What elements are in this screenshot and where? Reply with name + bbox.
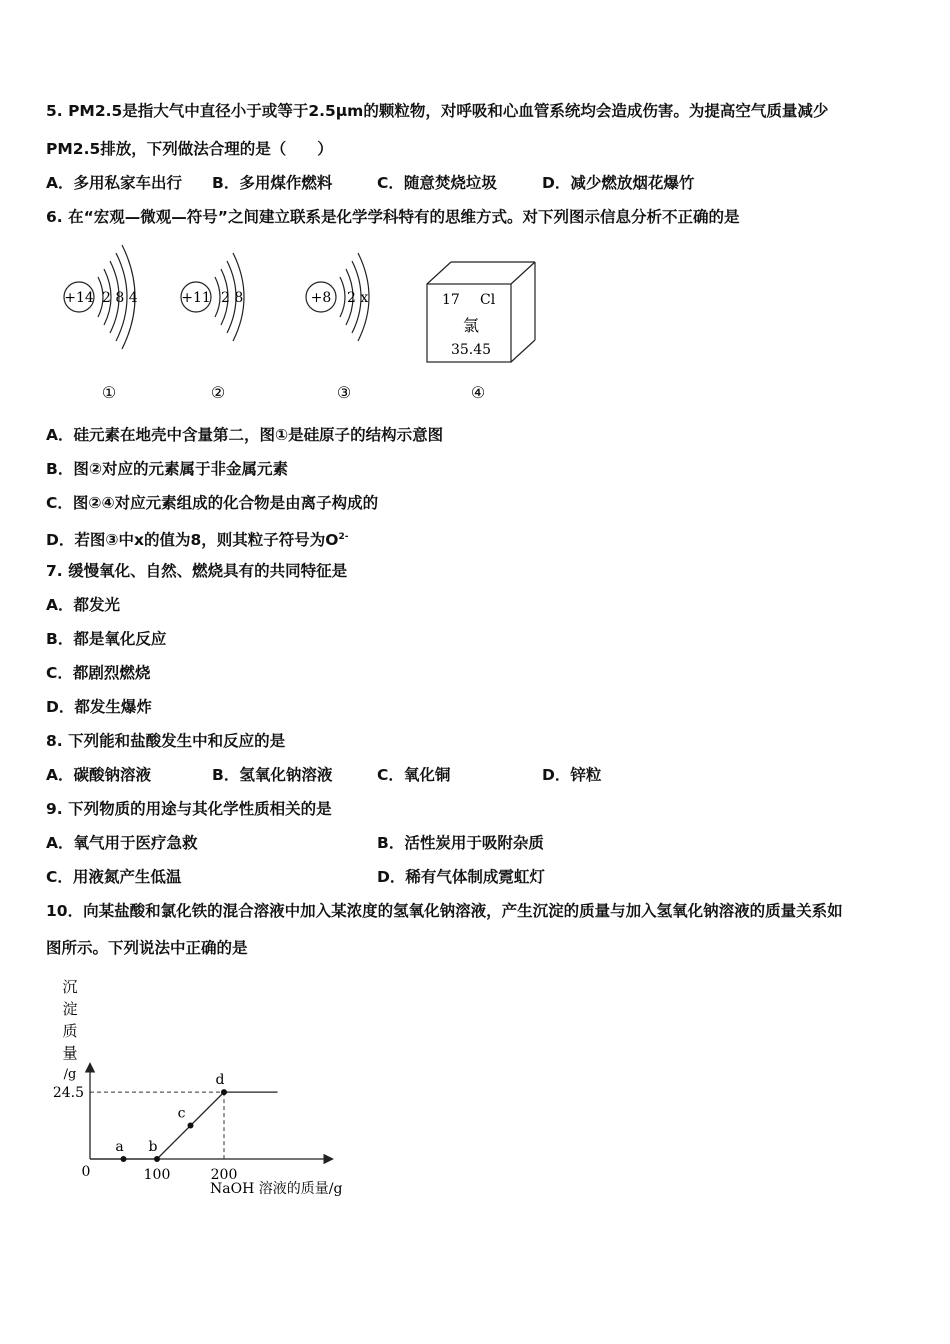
atom1-nucleus: +14: [64, 290, 94, 306]
atom3-shells: 2 x: [347, 290, 369, 306]
x-axis-label: NaOH 溶液的质量/g: [210, 1181, 343, 1197]
y-label-char: 沉: [62, 978, 78, 996]
q6-option-a[interactable]: A．硅元素在地壳中含量第二，图①是硅原子的结构示意图: [46, 426, 444, 444]
q6-option-d-text: D．若图③中x的值为8，则其粒子符号为O: [46, 531, 339, 550]
y-label-char: 质: [62, 1022, 78, 1040]
y-label-char: 量: [62, 1044, 78, 1062]
x-tick-label: 200: [210, 1167, 238, 1183]
q10-stem-line2: 图所示。下列说法中正确的是: [46, 939, 248, 957]
q5-option-a[interactable]: A．多用私家车出行: [46, 174, 182, 192]
x-tick-label: 100: [143, 1167, 171, 1183]
y-label-char: /g: [63, 1067, 77, 1082]
data-point-label-b: b: [148, 1139, 158, 1155]
atom1-shells: 2 8 4: [102, 290, 138, 306]
data-point-c: [188, 1123, 194, 1129]
origin-label: 0: [81, 1164, 91, 1180]
data-point-label-a: a: [115, 1139, 124, 1155]
q6-option-d[interactable]: [46, 527, 348, 550]
q9-option-c[interactable]: C．用液氮产生低温: [46, 868, 182, 886]
q5-stem-line1: 5. PM2.5是指大气中直径小于或等于2.5μm的颗粒物，对呼吸和心血管系统均会造成伤害。为提高空气质量减少: [46, 102, 829, 120]
q6-option-b[interactable]: B．图②对应的元素属于非金属元素: [46, 460, 288, 478]
atom2-nucleus: +11: [181, 290, 211, 306]
q10-stem-line1: 10．向某盐酸和氯化铁的混合溶液中加入某浓度的氢氧化钠溶液，产生沉淀的质量与加入氢氧化钠溶液的质量关系如: [46, 902, 843, 920]
q8-option-a[interactable]: A．碳酸钠溶液: [46, 766, 151, 784]
q7-option-c[interactable]: C．都剧烈燃烧: [46, 664, 151, 682]
atom2-shells: 2 8: [221, 290, 244, 306]
y-tick-label: 24.5: [52, 1085, 84, 1102]
element-name: 氯: [462, 316, 480, 335]
q7-option-d[interactable]: D．都发生爆炸: [46, 698, 152, 716]
q5-stem-line2: PM2.5排放，下列做法合理的是（ ）: [46, 140, 333, 158]
q8-option-b[interactable]: B．氢氧化钠溶液: [212, 766, 333, 784]
atom1-label: ①: [101, 383, 117, 402]
element-number: 17: [442, 292, 460, 308]
q9-stem: 9. 下列物质的用途与其化学性质相关的是: [46, 800, 332, 818]
data-point-a: [121, 1156, 127, 1162]
q6-stem: 6. 在“宏观—微观—符号”之间建立联系是化学学科特有的思维方式。对下列图示信息分析不正确的是: [46, 208, 740, 226]
y-label-char: 淀: [62, 1000, 78, 1018]
element-label: ④: [470, 383, 486, 402]
data-point-b: [154, 1156, 160, 1162]
q6-option-d-charge: 2-: [338, 532, 349, 542]
atom3-label: ③: [336, 383, 352, 402]
atom2-label: ②: [210, 383, 226, 402]
q9-option-a[interactable]: A．氧气用于医疗急救: [46, 834, 198, 852]
q6-figure: [50, 240, 570, 410]
y-axis-label: [62, 978, 77, 1082]
q5-option-d[interactable]: D．减少燃放烟花爆竹: [542, 174, 695, 192]
data-point-label-d: d: [215, 1072, 225, 1089]
q7-stem: 7. 缓慢氧化、自然、燃烧具有的共同特征是: [46, 562, 348, 580]
q7-option-a[interactable]: A．都发光: [46, 596, 120, 614]
q8-option-c[interactable]: C．氧化铜: [377, 766, 451, 784]
q9-option-b[interactable]: B．活性炭用于吸附杂质: [377, 834, 544, 852]
element-mass: 35.45: [450, 342, 492, 358]
q8-stem: 8. 下列能和盐酸发生中和反应的是: [46, 732, 286, 750]
q5-option-c[interactable]: C．随意焚烧垃圾: [377, 174, 497, 192]
data-point-label-c: c: [177, 1105, 186, 1122]
data-point-d: [221, 1089, 227, 1095]
q8-option-d[interactable]: D．锌粒: [542, 766, 602, 784]
q9-option-d[interactable]: D．稀有气体制成霓虹灯: [377, 868, 545, 886]
precipitate-mass-chart: [40, 972, 380, 1204]
q7-option-b[interactable]: B．都是氧化反应: [46, 630, 167, 648]
atom3-nucleus: +8: [310, 290, 332, 306]
q6-option-c[interactable]: C．图②④对应元素组成的化合物是由离子构成的: [46, 494, 379, 512]
q5-option-b[interactable]: B．多用煤作燃料: [212, 174, 333, 192]
element-symbol: Cl: [480, 292, 496, 308]
